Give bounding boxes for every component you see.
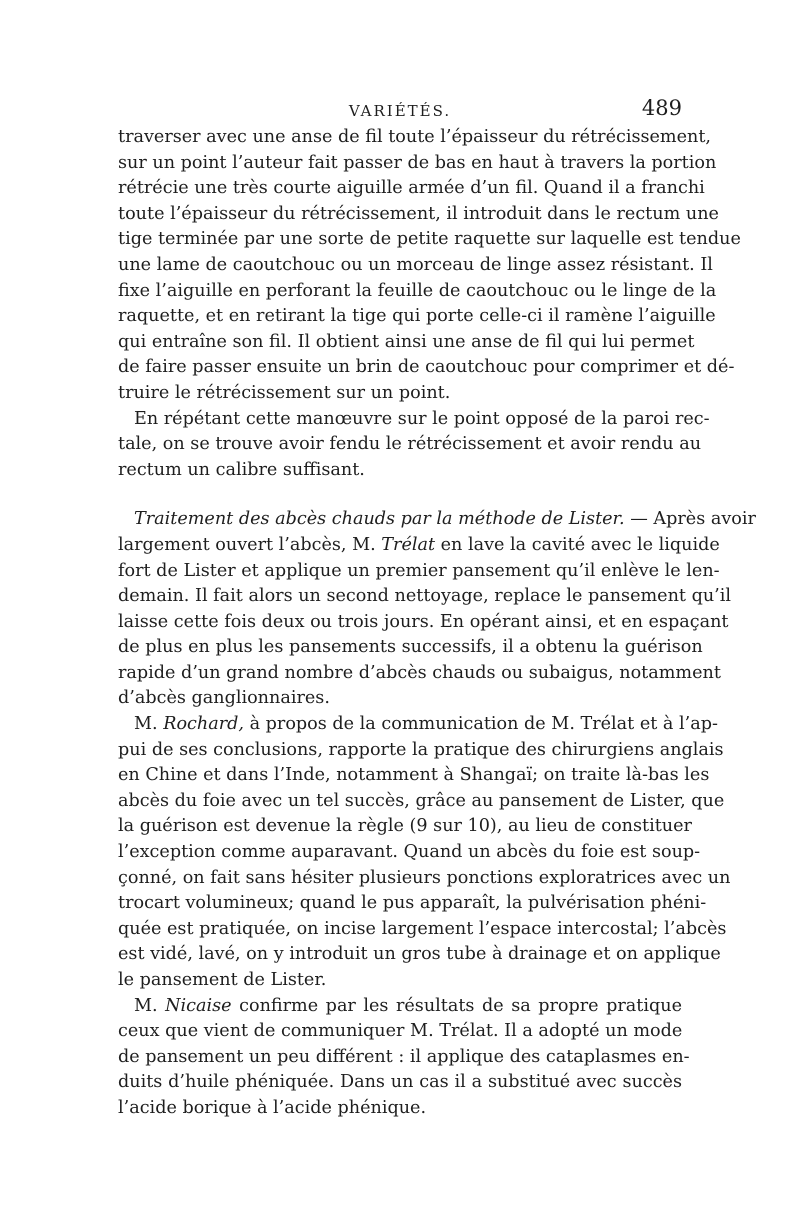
text-line: l’acide borique à l’acide phénique. — [118, 1097, 427, 1118]
person-name: Rochard, — [163, 714, 244, 735]
text-line: truire le rétrécissement sur un point. — [118, 382, 451, 403]
text-line: rétrécie une très courte aiguille armée d’un fil. Quand il a franchi — [118, 178, 705, 199]
text-line: de faire passer ensuite un brin de caoutchouc pour comprimer et dé- — [118, 357, 735, 378]
text-line: laisse cette fois deux ou trois jours. En opérant ainsi, et en espaçant — [118, 611, 729, 632]
person-name: Nicaise — [165, 995, 232, 1016]
text-fragment: M. — [134, 995, 166, 1016]
text-line: tige terminée par une sorte de petite raquette sur laquelle est tendue — [118, 229, 741, 250]
text-line: fort de Lister et applique un premier pansement qu’il enlève le len- — [118, 560, 720, 581]
text-line: qui entraîne son fil. Il obtient ainsi une anse de fil qui lui permet — [118, 331, 695, 352]
text-fragment: en lave la cavité avec le liquide — [435, 534, 720, 555]
page-number: 489 — [641, 96, 682, 120]
text-line: une lame de caoutchouc ou un morceau de linge assez résistant. Il — [118, 254, 713, 275]
text-line: le pansement de Lister. — [118, 970, 327, 990]
section-title: Traitement des abcès chauds par la méthode de Lister. — [134, 509, 625, 530]
text-line: sur un point l’auteur fait passer de bas en haut à travers la portion — [118, 152, 717, 173]
text-line — [118, 507, 756, 533]
text-line: l’exception comme auparavant. Quand un abcès du foie est soup- — [118, 842, 701, 863]
text-line: En répétant cette manœuvre sur le point opposé de la paroi rec- — [134, 408, 710, 429]
text-line: est vidé, lavé, on y introduit un gros tube à drainage et on applique — [118, 944, 721, 965]
text-line: toute l’épaisseur du rétrécissement, il introduit dans le rectum une — [118, 203, 719, 224]
text-line: rapide d’un grand nombre d’abcès chauds ou subaigus, notamment — [118, 662, 721, 683]
paragraph-1 — [118, 125, 741, 407]
person-name: Trélat — [381, 534, 436, 555]
text-fragment: largement ouvert l’abcès, M. — [118, 534, 382, 555]
text-line: quée est pratiquée, on incise largement l’espace intercostal; l’abcès — [118, 918, 727, 939]
body-text — [118, 125, 756, 1122]
text-line: abcès du foie avec un tel succès, grâce au pansement de Lister, que — [118, 790, 725, 811]
text-fragment: à propos de la communication de M. Trélat et à l’ap- — [243, 714, 718, 735]
text-line: pui de ses conclusions, rapporte la pratique des chirurgiens anglais — [118, 739, 724, 760]
section-gap — [118, 483, 682, 507]
text-line: tale, on se trouve avoir fendu le rétrécissement et avoir rendu au — [118, 434, 702, 455]
text-line: de plus en plus les pansements successifs, il a obtenu la guérison — [118, 637, 703, 658]
text-line: demain. Il fait alors un second nettoyage, replace le pansement qu’il — [118, 586, 732, 607]
text-fragment: M. — [134, 714, 164, 735]
text-line: çonné, on fait sans hésiter plusieurs ponctions exploratrices avec un — [118, 867, 731, 888]
paragraph-5 — [118, 994, 690, 1122]
text-line — [118, 533, 720, 559]
text-line — [118, 994, 682, 1020]
text-line: ceux que vient de communiquer M. Trélat. Il a adopté un mode — [118, 1021, 683, 1042]
section-title-rest: — Après avoir — [624, 509, 756, 530]
paragraph-2 — [118, 407, 710, 484]
text-line: rectum un calibre suffisant. — [118, 459, 365, 480]
text-line: trocart volumineux; quand le pus apparaît, la pulvérisation phéni- — [118, 893, 707, 914]
text-line: en Chine et dans l’Inde, notamment à Shangaï; on traite là-bas les — [118, 765, 710, 786]
text-line: traverser avec une anse de fil toute l’épaisseur du rétrécissement, — [118, 127, 712, 147]
text-line: la guérison est devenue la règle (9 sur 10), au lieu de constituer — [118, 816, 692, 837]
text-line — [118, 712, 718, 738]
running-header — [118, 96, 682, 126]
text-line: duits d’huile phéniquée. Dans un cas il a substitué avec succès — [118, 1072, 682, 1093]
paragraph-4 — [118, 712, 731, 994]
text-line: raquette, et en retirant la tige qui porte celle-ci il ramène l’aiguille — [118, 306, 716, 327]
text-fragment: confirme par les résultats de sa propre pratique — [231, 995, 682, 1016]
text-line: d’abcès ganglionnaires. — [118, 688, 330, 709]
running-title: VARIÉTÉS. — [348, 102, 452, 120]
paragraph-3 — [118, 507, 756, 712]
text-line: de pansement un peu différent : il applique des cataplasmes en- — [118, 1046, 690, 1067]
text-line: fixe l’aiguille en perforant la feuille de caoutchouc ou le linge de la — [118, 280, 717, 301]
